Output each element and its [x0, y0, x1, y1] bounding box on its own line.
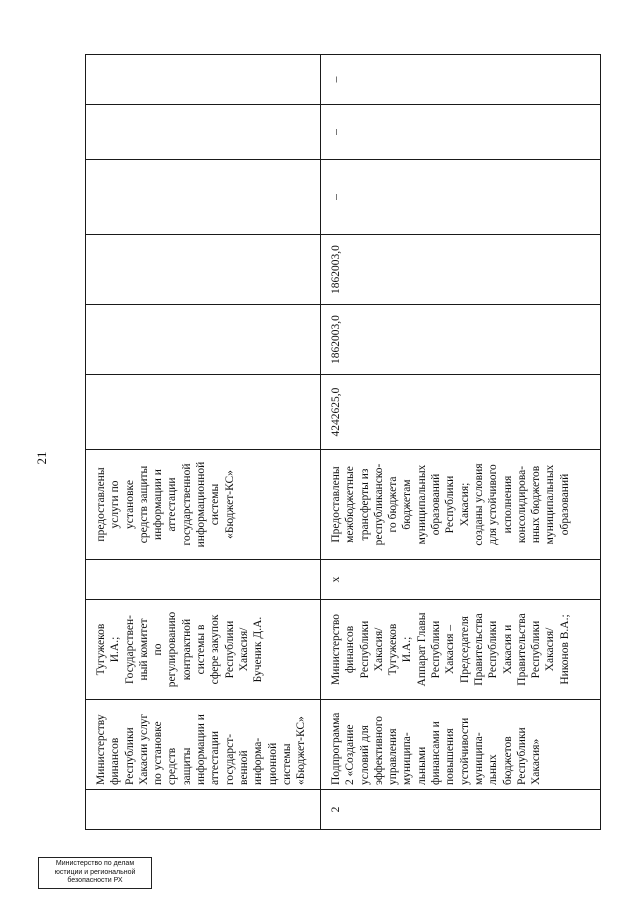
- amount-cell-3: [86, 235, 321, 305]
- table-row: [86, 55, 321, 830]
- value-cell-9: –: [321, 160, 601, 235]
- value-cell-10: [86, 105, 321, 160]
- co-executor-cell: x: [321, 560, 601, 600]
- amount-cell-2: [86, 305, 321, 375]
- amount-cell-2: 1862003,0: [321, 305, 601, 375]
- stamp-line: Министерство по делам: [55, 860, 135, 867]
- amount-cell-1: [86, 375, 321, 450]
- table-row: [321, 55, 601, 830]
- program-name-cell: Подпрограмма 2 «Создание условий для эффективного управления муниципа- льными финансами и повышения устойчивости муниципа- льных бюджетов Республики Хакасия»: [321, 700, 601, 790]
- expected-result-cell: предоставлены услуги по установке средств защиты информации и аттестации государственной информационной системы «Бюджет-КС»: [86, 450, 321, 560]
- stamp-line: безопасности РХ: [67, 877, 123, 885]
- amount-cell-3: 1862003,0: [321, 235, 601, 305]
- program-table: [85, 54, 601, 830]
- value-cell-11: [86, 55, 321, 105]
- co-executor-cell: [86, 560, 321, 600]
- program-table-wrapper: [85, 55, 600, 830]
- row-number-cell: [86, 790, 321, 830]
- amount-cell-1: 4242625,0: [321, 375, 601, 450]
- value-cell-9: [86, 160, 321, 235]
- responsible-executor-cell: Министерство финансов Республики Хакасия/ Тугужеков И.А.; Аппарат Главы Республики Хакасия – Председателя Правительства Республики Хакасия и Правительства Республики Хакасия/ Никонов В.А.;: [321, 600, 601, 700]
- expected-result-cell: Предоставлены межбюджетные трансферты из республиканско- го бюджета бюджетам муниципальных образований Республики Хакасия; созданы условия для устойчивого исполнения консолидирова- нных бюджетов муниципальных образований: [321, 450, 601, 560]
- stamp-line: юстиции и региональной: [54, 868, 136, 876]
- value-cell-10: –: [321, 105, 601, 160]
- program-name-cell: Министерству финансов Республики Хакасии услуг по установке средств защиты информации и аттестации государст- венной информа- ционной системы «Бюджет-КС»: [86, 700, 321, 790]
- ministry-stamp: [38, 857, 152, 889]
- value-cell-11: –: [321, 55, 601, 105]
- page-number: 21: [34, 451, 49, 465]
- responsible-executor-cell: Тугужеков И.А.; Государствен- ный комитет по регулированию контрактной системы в сфере закупок Республики Хакасия/ Бученик Д.А.: [86, 600, 321, 700]
- row-number-cell: 2: [321, 790, 601, 830]
